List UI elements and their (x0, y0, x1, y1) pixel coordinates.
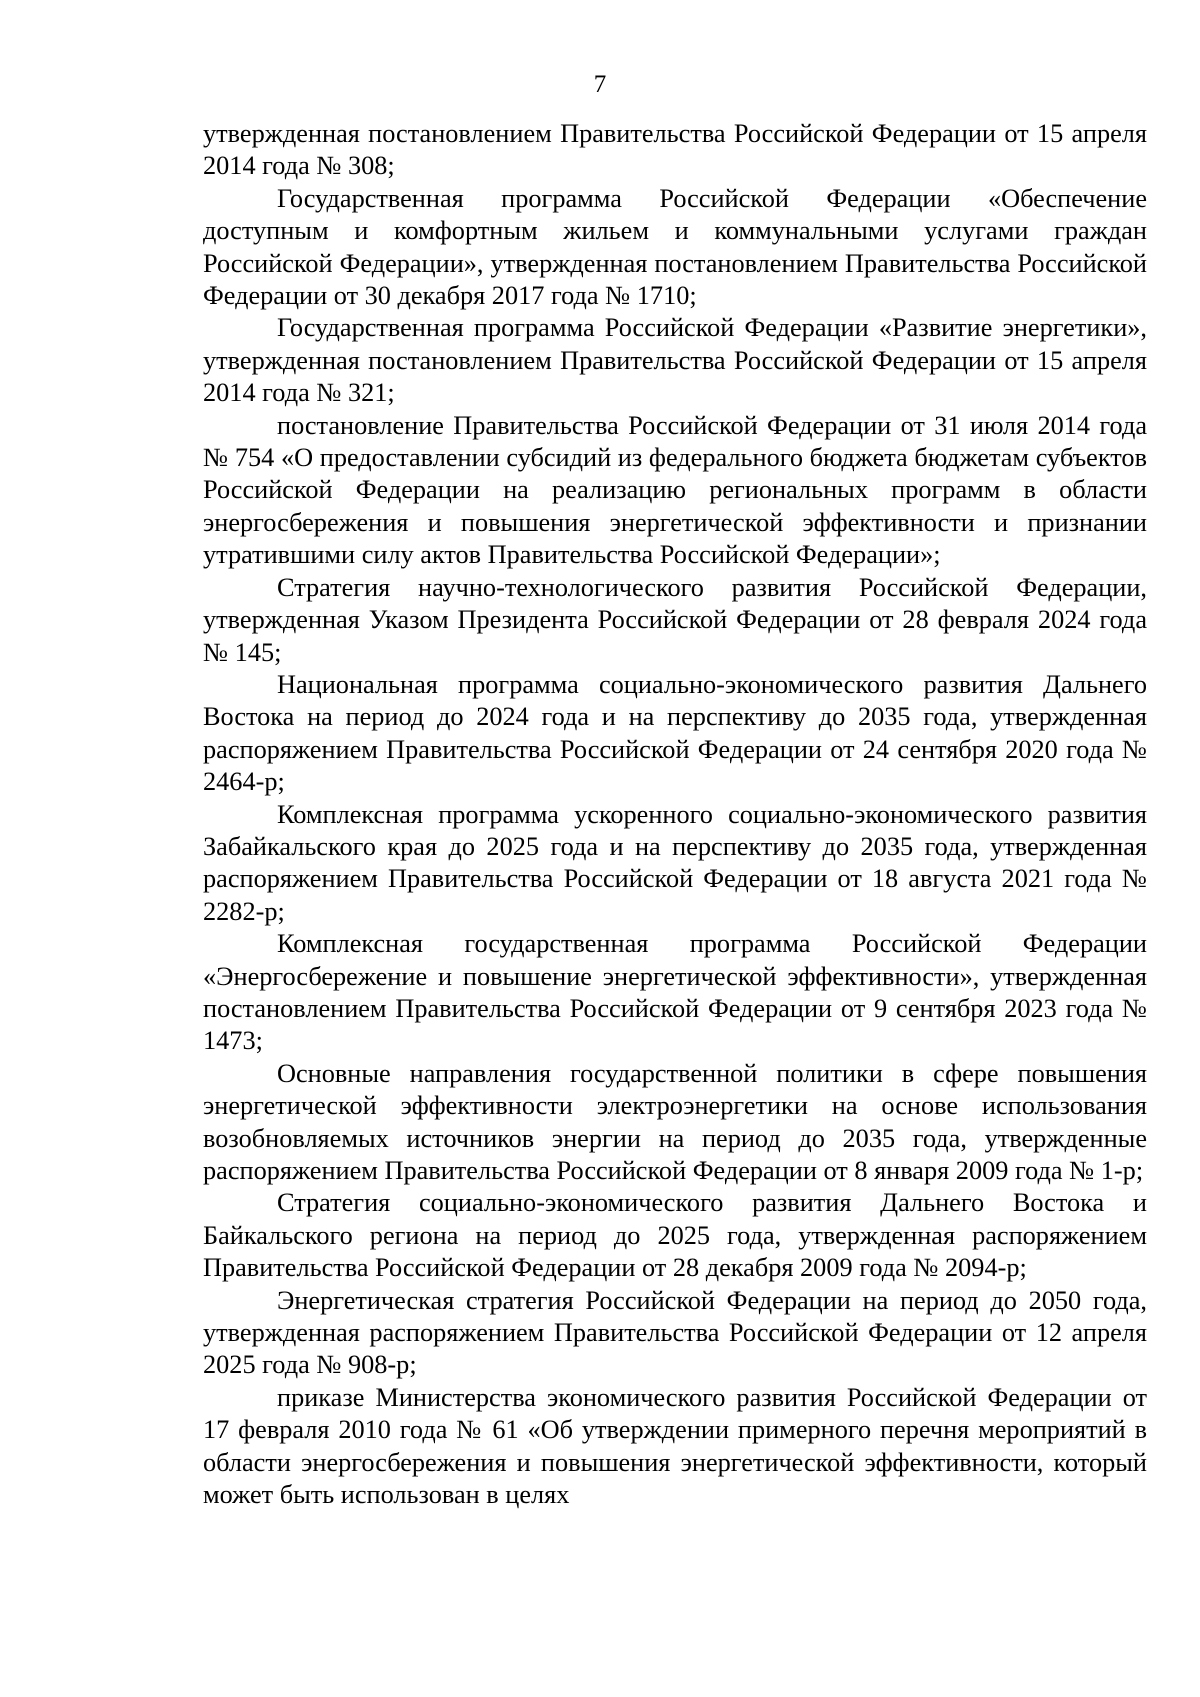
paragraph-11: Энергетическая стратегия Российской Федерации на период до 2050 года, утвержденная распоряжением Правительства Российской Федерации от 12 апреля 2025 года № 908-р; (203, 1285, 1147, 1380)
page-number: 7 (593, 71, 607, 98)
document-body (203, 118, 1147, 1511)
paragraph-8: Комплексная государственная программа Российской Федерации «Энергосбережение и повышение энергетической эффективности», утвержденная постановлением Правительства Российской Федерации от 9 сентября 2023 года № 1473; (203, 929, 1147, 1056)
paragraph-12: приказе Министерства экономического развития Российской Федерации от 17 февраля 2010 года № 61 «Об утверждении примерного перечня мероприятий в области энергосбережения и повышения энергетической эффективности, который может быть использован в целях (203, 1382, 1147, 1510)
paragraph-4: постановление Правительства Российской Федерации от 31 июля 2014 года № 754 «О предоставлении субсидий из федерального бюджета бюджетам субъектов Российской Федерации на реализацию региональных программ в области энергосбережения и повышения энергетической эффективности и признании утратившими силу актов Правительства Российской Федерации»; (203, 410, 1147, 570)
paragraph-5: Стратегия научно-технологического развития Российской Федерации, утвержденная Указом Президента Российской Федерации от 28 февраля 2024 года № 145; (203, 572, 1147, 667)
paragraph-3: Государственная программа Российской Федерации «Развитие энергетики», утвержденная постановлением Правительства Российской Федерации от 15 апреля 2014 года № 321; (203, 313, 1147, 408)
paragraph-1: утвержденная постановлением Правительства Российской Федерации от 15 апреля 2014 года № 308; (203, 119, 1147, 181)
paragraph-7: Комплексная программа ускоренного социально-экономического развития Забайкальского края до 2025 года и на перспективу до 2035 года, утвержденная распоряжением Правительства Российской Федерации от 18 августа 2021 года № 2282-р; (203, 799, 1147, 926)
paragraph-2: Государственная программа Российской Федерации «Обеспечение доступным и комфортным жильем и коммунальными услугами граждан Российской Федерации», утвержденная постановлением Правительства Российской Федерации от 30 декабря 2017 года № 1710; (203, 183, 1147, 311)
paragraph-9: Основные направления государственной политики в сфере повышения энергетической эффективности электроэнергетики на основе использования возобновляемых источников энергии на период до 2035 года, утвержденные распоряжением Правительства Российской Федерации от 8 января 2009 года № 1-р; (203, 1058, 1147, 1185)
paragraph-10: Стратегия социально-экономического развития Дальнего Востока и Байкальского региона на период до 2025 года, утвержденная распоряжением Правительства Российской Федерации от 28 декабря 2009 года № 2094-р; (203, 1188, 1147, 1283)
paragraph-6: Национальная программа социально-экономического развития Дальнего Востока на период до 2024 года и на перспективу до 2035 года, утвержденная распоряжением Правительства Российской Федерации от 24 сентября 2020 года № 2464-р; (203, 669, 1147, 797)
